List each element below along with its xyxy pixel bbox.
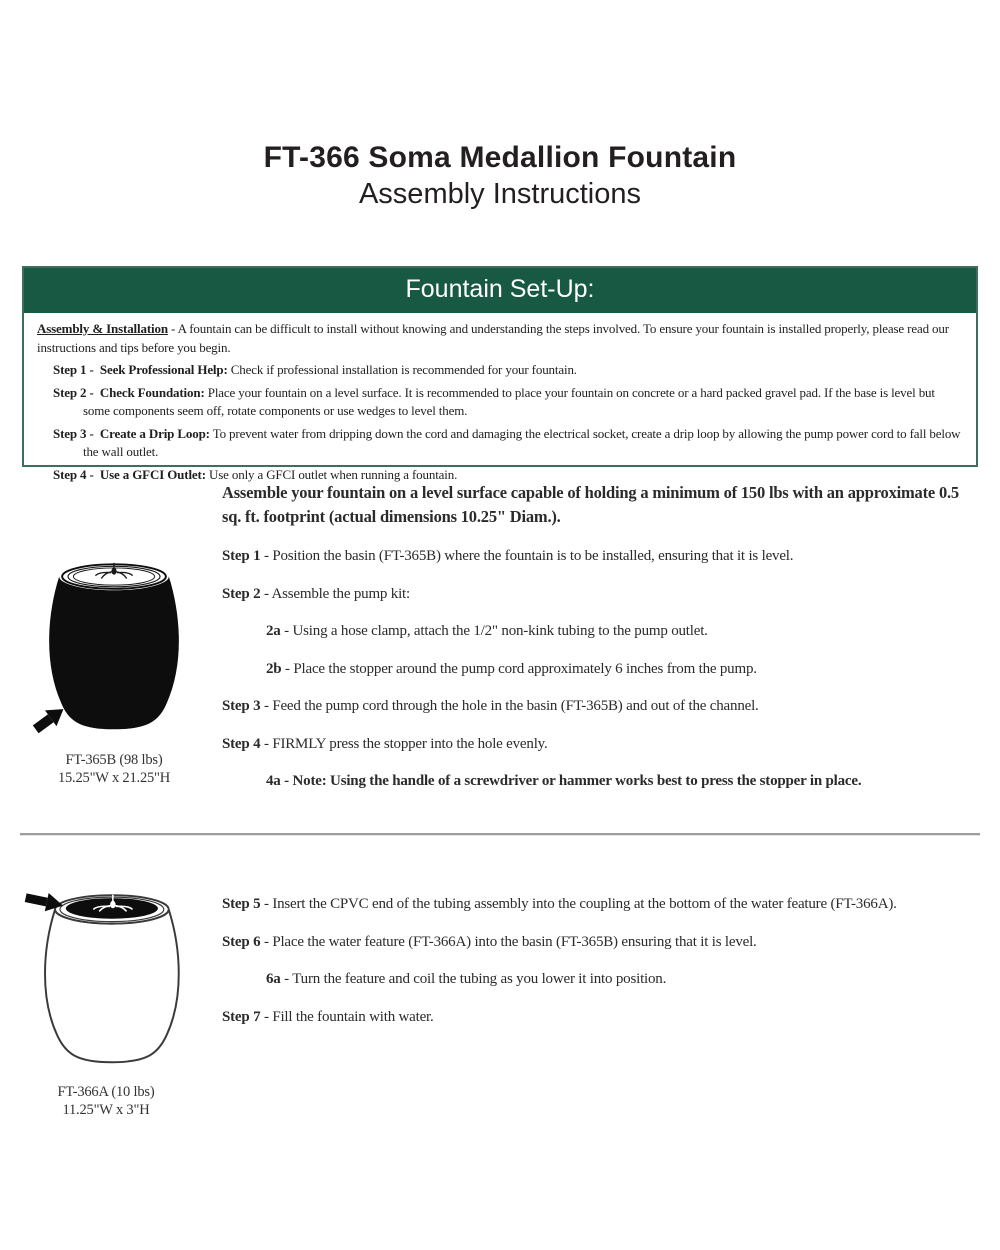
dash: - xyxy=(285,660,290,677)
step-6 xyxy=(222,931,980,954)
setup-step-3 xyxy=(53,425,963,462)
step-4 xyxy=(222,733,980,756)
step-3-text: Feed the pump cord through the hole in the basin (FT-365B) and out of the channel. xyxy=(272,698,759,714)
step-2b xyxy=(266,658,980,681)
page-title: FT-366 Soma Medallion Fountain xyxy=(263,141,737,174)
step-2a-text: Using a hose clamp, attach the 1/2" non-kink tubing to the pump outlet. xyxy=(292,623,708,639)
figure1-caption-line2: 15.25"W x 21.25"H xyxy=(57,770,171,786)
setup-step-3-num: Step 3 - xyxy=(53,425,94,441)
setup-step-2-label: Check Foundation: xyxy=(99,384,205,400)
basin-illustration xyxy=(32,556,197,742)
step-2 xyxy=(222,583,980,606)
section-divider xyxy=(20,833,980,836)
setup-intro-paragraph xyxy=(37,320,963,357)
instructions-section-2 xyxy=(222,893,980,1043)
step-5-num: Step 5 xyxy=(222,896,261,912)
step-7 xyxy=(222,1006,980,1029)
setup-intro-label: Assembly & Installation xyxy=(37,321,168,336)
setup-step-1-text: Check if professional installation is recommended for your fountain. xyxy=(230,362,577,377)
setup-step-1 xyxy=(53,361,963,380)
setup-step-2 xyxy=(53,384,963,421)
step-2a xyxy=(266,620,980,643)
setup-step-1-label: Seek Professional Help: xyxy=(99,362,228,377)
setup-box-body xyxy=(24,313,976,490)
dash: - xyxy=(284,623,289,639)
setup-step-3-text: To prevent water from dripping down the cord and damaging the electrical socket, create a drip loop by allowing the pump power cord to fall below the wall outlet. xyxy=(83,425,961,459)
figure-basin-ft365b xyxy=(24,556,204,787)
basin-body xyxy=(49,577,179,730)
setup-step-4-text: Use only a GFCI outlet when running a fountain. xyxy=(209,466,458,482)
step-2b-text: Place the stopper around the pump cord approximately 6 inches from the pump. xyxy=(293,660,757,677)
step-7-text: Fill the fountain with water. xyxy=(272,1008,434,1025)
step-6-num: Step 6 xyxy=(222,933,261,950)
feature-body-outline xyxy=(45,909,179,1062)
step-4a xyxy=(266,770,980,793)
step-1 xyxy=(222,545,980,568)
step-2b-num: 2b xyxy=(266,660,282,677)
dash: - xyxy=(263,933,269,950)
step-6a-num: 6a xyxy=(266,971,281,987)
step-4a-text: Note: Using the handle of a screwdriver or hammer works best to press the stopper in place. xyxy=(292,773,862,789)
dash: - xyxy=(263,548,269,564)
step-6a-text: Turn the feature and coil the tubing as you lower it into position. xyxy=(292,971,667,987)
step-3 xyxy=(222,695,980,718)
instructions-section-1 xyxy=(222,481,980,808)
surface-requirement-note: Assemble your fountain on a level surface capable of holding a minimum of 150 lbs with an approximate 0.5 sq. ft. footprint (actual dimensions 10.25" Diam.). xyxy=(222,483,959,526)
dash: - xyxy=(284,773,289,789)
step-1-text: Position the basin (FT-365B) where the fountain is to be installed, ensuring that it is level. xyxy=(272,548,794,564)
setup-intro-text: - A fountain can be difficult to install without knowing and understanding the steps involved. To ensure your fountain is installed properly, please read our instructions and tips before you begin. xyxy=(37,321,949,355)
step-2-num: Step 2 xyxy=(222,585,261,602)
step-5 xyxy=(222,893,980,916)
step-1-num: Step 1 xyxy=(222,548,261,564)
water-feature-illustration xyxy=(22,880,190,1074)
dash: - xyxy=(263,896,269,912)
dash: - xyxy=(263,1008,269,1025)
figure1-caption-line1: FT-365B (98 lbs) xyxy=(65,752,163,768)
step-3-num: Step 3 xyxy=(222,698,261,714)
step-4-num: Step 4 xyxy=(222,735,261,752)
setup-step-3-label: Create a Drip Loop: xyxy=(99,425,210,441)
step-4a-num: 4a xyxy=(266,773,281,789)
step-2-text: Assemble the pump kit: xyxy=(271,585,410,602)
dash: - xyxy=(263,698,269,714)
dash: - xyxy=(284,971,289,987)
setup-step-4-num: Step 4 - xyxy=(53,466,94,482)
step-7-num: Step 7 xyxy=(222,1008,261,1025)
step-2a-num: 2a xyxy=(266,623,281,639)
document-title xyxy=(0,139,1000,213)
figure1-caption xyxy=(24,751,204,787)
fountain-setup-box xyxy=(22,266,978,482)
setup-step-4-label: Use a GFCI Outlet: xyxy=(99,466,206,482)
step-6a xyxy=(266,968,980,991)
figure2-caption-line1: FT-366A (10 lbs) xyxy=(57,1084,155,1100)
figure2-caption-line2: 11.25"W x 3"H xyxy=(62,1102,150,1118)
setup-step-1-num: Step 1 - xyxy=(53,362,94,377)
step-4-text: FIRMLY press the stopper into the hole evenly. xyxy=(272,735,548,752)
step-5-text: Insert the CPVC end of the tubing assembly into the coupling at the bottom of the water feature (FT-366A). xyxy=(272,896,897,912)
setup-step-2-text: Place your fountain on a level surface. It is recommended to place your fountain on concrete or a hard packed gravel pad. If the base is level but some components seem off, rotate components or use wedges to level them. xyxy=(83,384,935,418)
dash: - xyxy=(263,735,269,752)
figure-water-feature-ft366a xyxy=(16,880,196,1119)
step-6-text: Place the water feature (FT-366A) into the basin (FT-365B) ensuring that it is level. xyxy=(272,933,757,950)
setup-step-2-num: Step 2 - xyxy=(53,384,94,400)
dash: - xyxy=(263,585,269,602)
figure2-caption xyxy=(16,1083,196,1119)
setup-box-header: Fountain Set-Up: xyxy=(24,268,976,313)
page-subtitle: Assembly Instructions xyxy=(358,178,642,210)
